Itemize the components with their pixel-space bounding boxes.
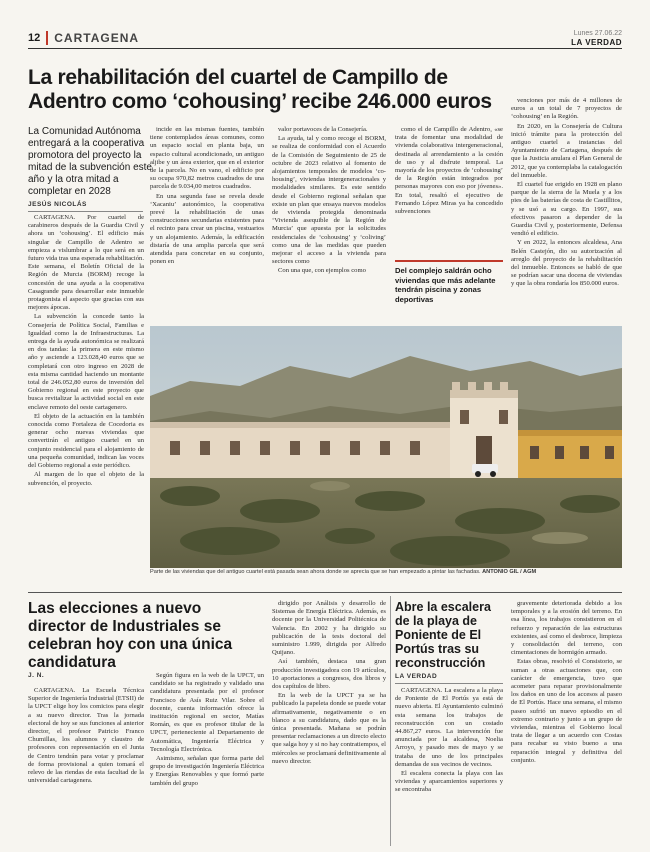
paragraph: Así también, destaca una gran producción investigadora con 19 artículos, 10 aportaciones a congresos, dos libros y dos capítulos de libro.	[272, 658, 386, 691]
issue-date: Lunes 27.06.22	[573, 30, 622, 37]
byline-rule	[28, 211, 143, 212]
pull-quote: Del complejo saldrán ocho viviendas que más adelante tendrán piscina y zonas deportivas	[395, 260, 503, 304]
story2-col1	[28, 687, 144, 845]
section-title: CARTAGENA	[46, 31, 139, 45]
story3-col2	[511, 600, 622, 846]
paragraph: gravemente deteriorada debido a los temporales y a la erosión del terreno. En esa línea, los trabajos consistieron en el refuerzo y reparación de las estructuras existentes, así como el desbroce, limpieza y consolidación del terreno, con cimentaciones de hormigón armado.	[511, 600, 622, 657]
page-header	[28, 30, 622, 46]
paragraph: CARTAGENA. La Escuela Técnica Superior de Ingeniería Industrial (ETSII) de la UPCT elige hoy los comicios para elegir a su nuevo director. Tras la jornada electoral de hoy se sus funciones al anterior director, el profesor Patricio Franco Chumillas, los alumnos y claustro de profesores con representación en el Junta de Centro tendrán para votar y proclamar de forma provisional a quien tomará el relevo de las riendas de esta facultad de la universidad cartagenera.	[28, 687, 144, 785]
paragraph: CARTAGENA. La escalera a la playa de Poniente de El Portús ya está de nuevo abierta. El Ayuntamiento culminó esta semana los trabajos de reconstrucción con un costado 44.867,27 euros. La intervención fue anunciada por la alcaldesa, Noelia Arroyo, y pasado mes de mayo y se trataba de uno de los principales demandas de sus vecinos de vecinos.	[395, 687, 503, 768]
paragraph: Asimismo, señalan que forma parte del grupo de investigación Ingeniería Eléctrica y Energías Renovables y que formó parte también del grupo	[150, 755, 264, 787]
story3-byline: LA VERDAD	[395, 673, 438, 680]
story1-col2	[150, 126, 264, 322]
story2-col2	[150, 672, 264, 846]
paragraph: La ayuda, tal y como recoge el BORM, se realiza de conformidad con el Acuerdo de la Comisión de Seguimiento de 25 de octubre de 2023 relativo al fomento de alojamientos temporales de modelos ‘co-housing’, viviendas intergeneracionales y modalidades similares. Es este sentido desde el Gobierno regional señalan que existe un plan que ensaya nuevos modelos de vivienda protegida denominada ‘Vivienda asequible de la Región de Murcia’ que apuesta por la solicitudes residenciales de ‘cohousing’ y ‘coliving’ como una de las medidas que pueden mejorar el acceso a la vivienda para sectores como	[272, 135, 386, 266]
newspaper-name: LA VERDAD	[571, 38, 622, 47]
photo-credit: ANTONIO GIL / AGM	[482, 569, 537, 575]
paragraph: El escalera conecta la playa con las viviendas y aparcamientos superiores y se encontraba	[395, 770, 503, 794]
story1-col4	[395, 126, 503, 254]
paragraph: venciones por más de 4 millones de euros a un total de 7 proyectos de ‘cohousing’ en la Región.	[511, 97, 622, 121]
paragraph: como el de Campillo de Adentro, «se trata de fomentar una modalidad de vivienda colaborativa intergeneracional, destinada al arrendamiento a la cesión de uso y al disfrute temporal. La mayoría de los proyectos de ‘cohousing’ de la Región están integrados por personas mayores con eso por jóvenes». En total, resaltó el ejecutivo de Fernando López Miras ya ha concedido subvenciones	[395, 126, 503, 216]
photo-caption	[150, 569, 622, 575]
header-rule	[28, 48, 622, 49]
story1-col1	[28, 214, 144, 588]
paragraph: La subvención la concede tanto la Consejería de Política Social, Familias e Igualdad como la de Infraestructuras. La entrega de la ayuda autonómica se realizará en dos tandas: la primera en este mismo año y asciende a 123.028,40 euros que se completará con otro ingreso en 2028 de esta misma cantidad haciendo un montante total de 246.052,80 euros de inversión del Gobierno regional en este proyecto que busca revitalizar la actividad social en este enclave remoto del oeste cartagenero.	[28, 313, 144, 411]
page-number: 12	[28, 32, 41, 44]
story3-headline: Abre la escalera de la playa de Poniente de El Portús tras su reconstrucción	[395, 600, 491, 670]
paragraph: Con una que, con ejemplos como	[278, 267, 366, 275]
story3-col1	[395, 687, 503, 845]
main-headline: La rehabilitación del cuartel de Campillo de Adentro como ‘cohousing’ recibe 246.000 euros	[28, 66, 492, 113]
paragraph: Y en 2022, la entonces alcaldesa, Ana Belén Castejón, dio su autorización al arreglo del proyecto de la rehabilitación del inmueble. Entonces se habló de que se podrían sacar una docena de viviendas y que la obra rondaría los 850.000 euros.	[511, 239, 622, 288]
story1-col5	[511, 97, 622, 323]
paragraph: En 2020, en la Consejería de Cultura inició trámite para la protección del antiguo cuartel a instancias del Ayuntamiento de Cartagena, después de que la Justicia anulara el Plan General de 2012, que ya contemplaba la catalogación del inmueble.	[511, 122, 622, 179]
section-divider	[28, 592, 622, 593]
paragraph: El objeto de la actuación en la también conocida como Fortaleza de Cocedoria es generar ocho nuevas viviendas que convertirán el antiguo cuartel en un conjunto residencial para el alojamiento de una pequeña comunidad, indican las voces del Gobierno regional a este periódico.	[28, 412, 144, 470]
story2-headline: Las elecciones a nuevo director de Industriales se celebran hoy con una única candidatura	[28, 600, 233, 671]
paragraph: El cuartel fue erigido en 1928 en plano parque de la sierra de la Muela y a los pies de las baterías de costa de Castillitos, y se usó a su cargo. En 1997, sus efectivos pasaron a depender de la Guardia Civil y, posteriormente, Defensa vendió el edificio.	[511, 181, 622, 238]
main-byline: JESÚS NICOLÁS	[28, 201, 87, 208]
barracks-illustration	[150, 326, 622, 568]
column-divider	[390, 596, 391, 846]
paragraph: En una segunda fase se revela desde ‘Xacaniu’ autonómico, la cooperativa prevé la rehabilitación de unas construcciones secundarias existentes para el recinto para crear un piscina, vestuarios y un alojamiento. Además, la edificación distaría de una amplia parcela que será atendida para concretar en su conjunto, ponen en	[150, 192, 264, 266]
paragraph: incide en las mismas fuentes, también tiene contemplados áreas comunes, como un espacio social en planta baja, un espacio cultural acondicionado, un antiguo aljibe y un área exterior, que en el exterior de la parcela. No en vano, el edificio por su ocupa 970,82 metros cuadrados de una parcela de 9.034,00 metros cuadrados.	[150, 126, 264, 191]
masthead	[571, 29, 622, 47]
paragraph: Al margen de lo que el objeto de la subvención, el proyecto.	[28, 471, 144, 487]
story1-col3	[272, 126, 386, 322]
main-deck: La Comunidad Autónoma entregará a la cooperativa promotora del proyecto la mitad de la subvención este año y la otra mitad a completar en 2028	[28, 126, 152, 197]
paragraph: Estas obras, resolvió el Consistorio, se suman a otras actuaciones que, con carácter de emergencia, tuvo que acometer para reparar provisionalmente los daños en uno de los accesos al paseo de El Portús. Hace una semana, el mismo paseo sufrió un nuevo episodio en el extremo contrario y junto a un grupo de viviendas, mientras el Gobierno local trata de llegar a un acuerdo con Costas para recabar su visto bueno a una reparación integral y definitiva del conjunto.	[511, 658, 622, 764]
paragraph: dirigido por Análisis y desarrollo de Sistemas de Energía Eléctrica. Además, es docente por la Universidad Politécnica de Valencia. En 2002 y ha dirigido su publicación de la tesis doctoral del suministro 1.999, dirigida por Alfredo Quijano.	[272, 600, 386, 657]
paragraph: En la web de la UPCT ya se ha publicado la papeleta donde se puede votar afirmativamente, negativamente o en blanco a su candidatura, dado que es la única presentada. Mañana se podrán presentar reclamaciones a un directo electo que salga hoy y si no hay contratiempos, el miércoles se proclamará definitivamente al nuevo director.	[272, 692, 386, 765]
story2-byline: J. N.	[28, 672, 45, 679]
story2-col3	[272, 600, 386, 846]
paragraph: Según figura en la web de la UPCT, un candidato se ha registrado y validado una candidatura presentada por el profesor Francisco de Asís Ruiz Vilar. Sobre el docente, cuenta información ofrece la institución regional en sector, Matías Román, es que es profesor titular de la UPCT, perteneciente al Departamento de Automática, Ingeniería Eléctrica y Tecnología Electrónica.	[150, 672, 264, 753]
paragraph: valor portavoces de la Consejería.	[278, 126, 368, 133]
caption-text: Parte de las viviendas que del antiguo cuartel está pasada sean ahora donde se aprecia que se han empezado a pintar las fachadas.	[150, 569, 481, 575]
paragraph: CARTAGENA. Por cuartel de carabineros después de la Guardia Civil y ahora un ‘cohousing’. El edificio más singular de Campillo de Adentro se empieza a vislumbrar a lo que será en un futuro vida tras una esperada rehabilitación. Este semana, el Boletín Oficial de la Región de Murcia (BORM) recoge la concesión de una ayuda a la cooperativa Casagrande para desarrollar este inmueble protagonista el aspecto que gracias con sus mejores ápocas.	[28, 214, 144, 312]
barracks-photo	[150, 326, 622, 568]
byline-rule	[395, 683, 503, 684]
